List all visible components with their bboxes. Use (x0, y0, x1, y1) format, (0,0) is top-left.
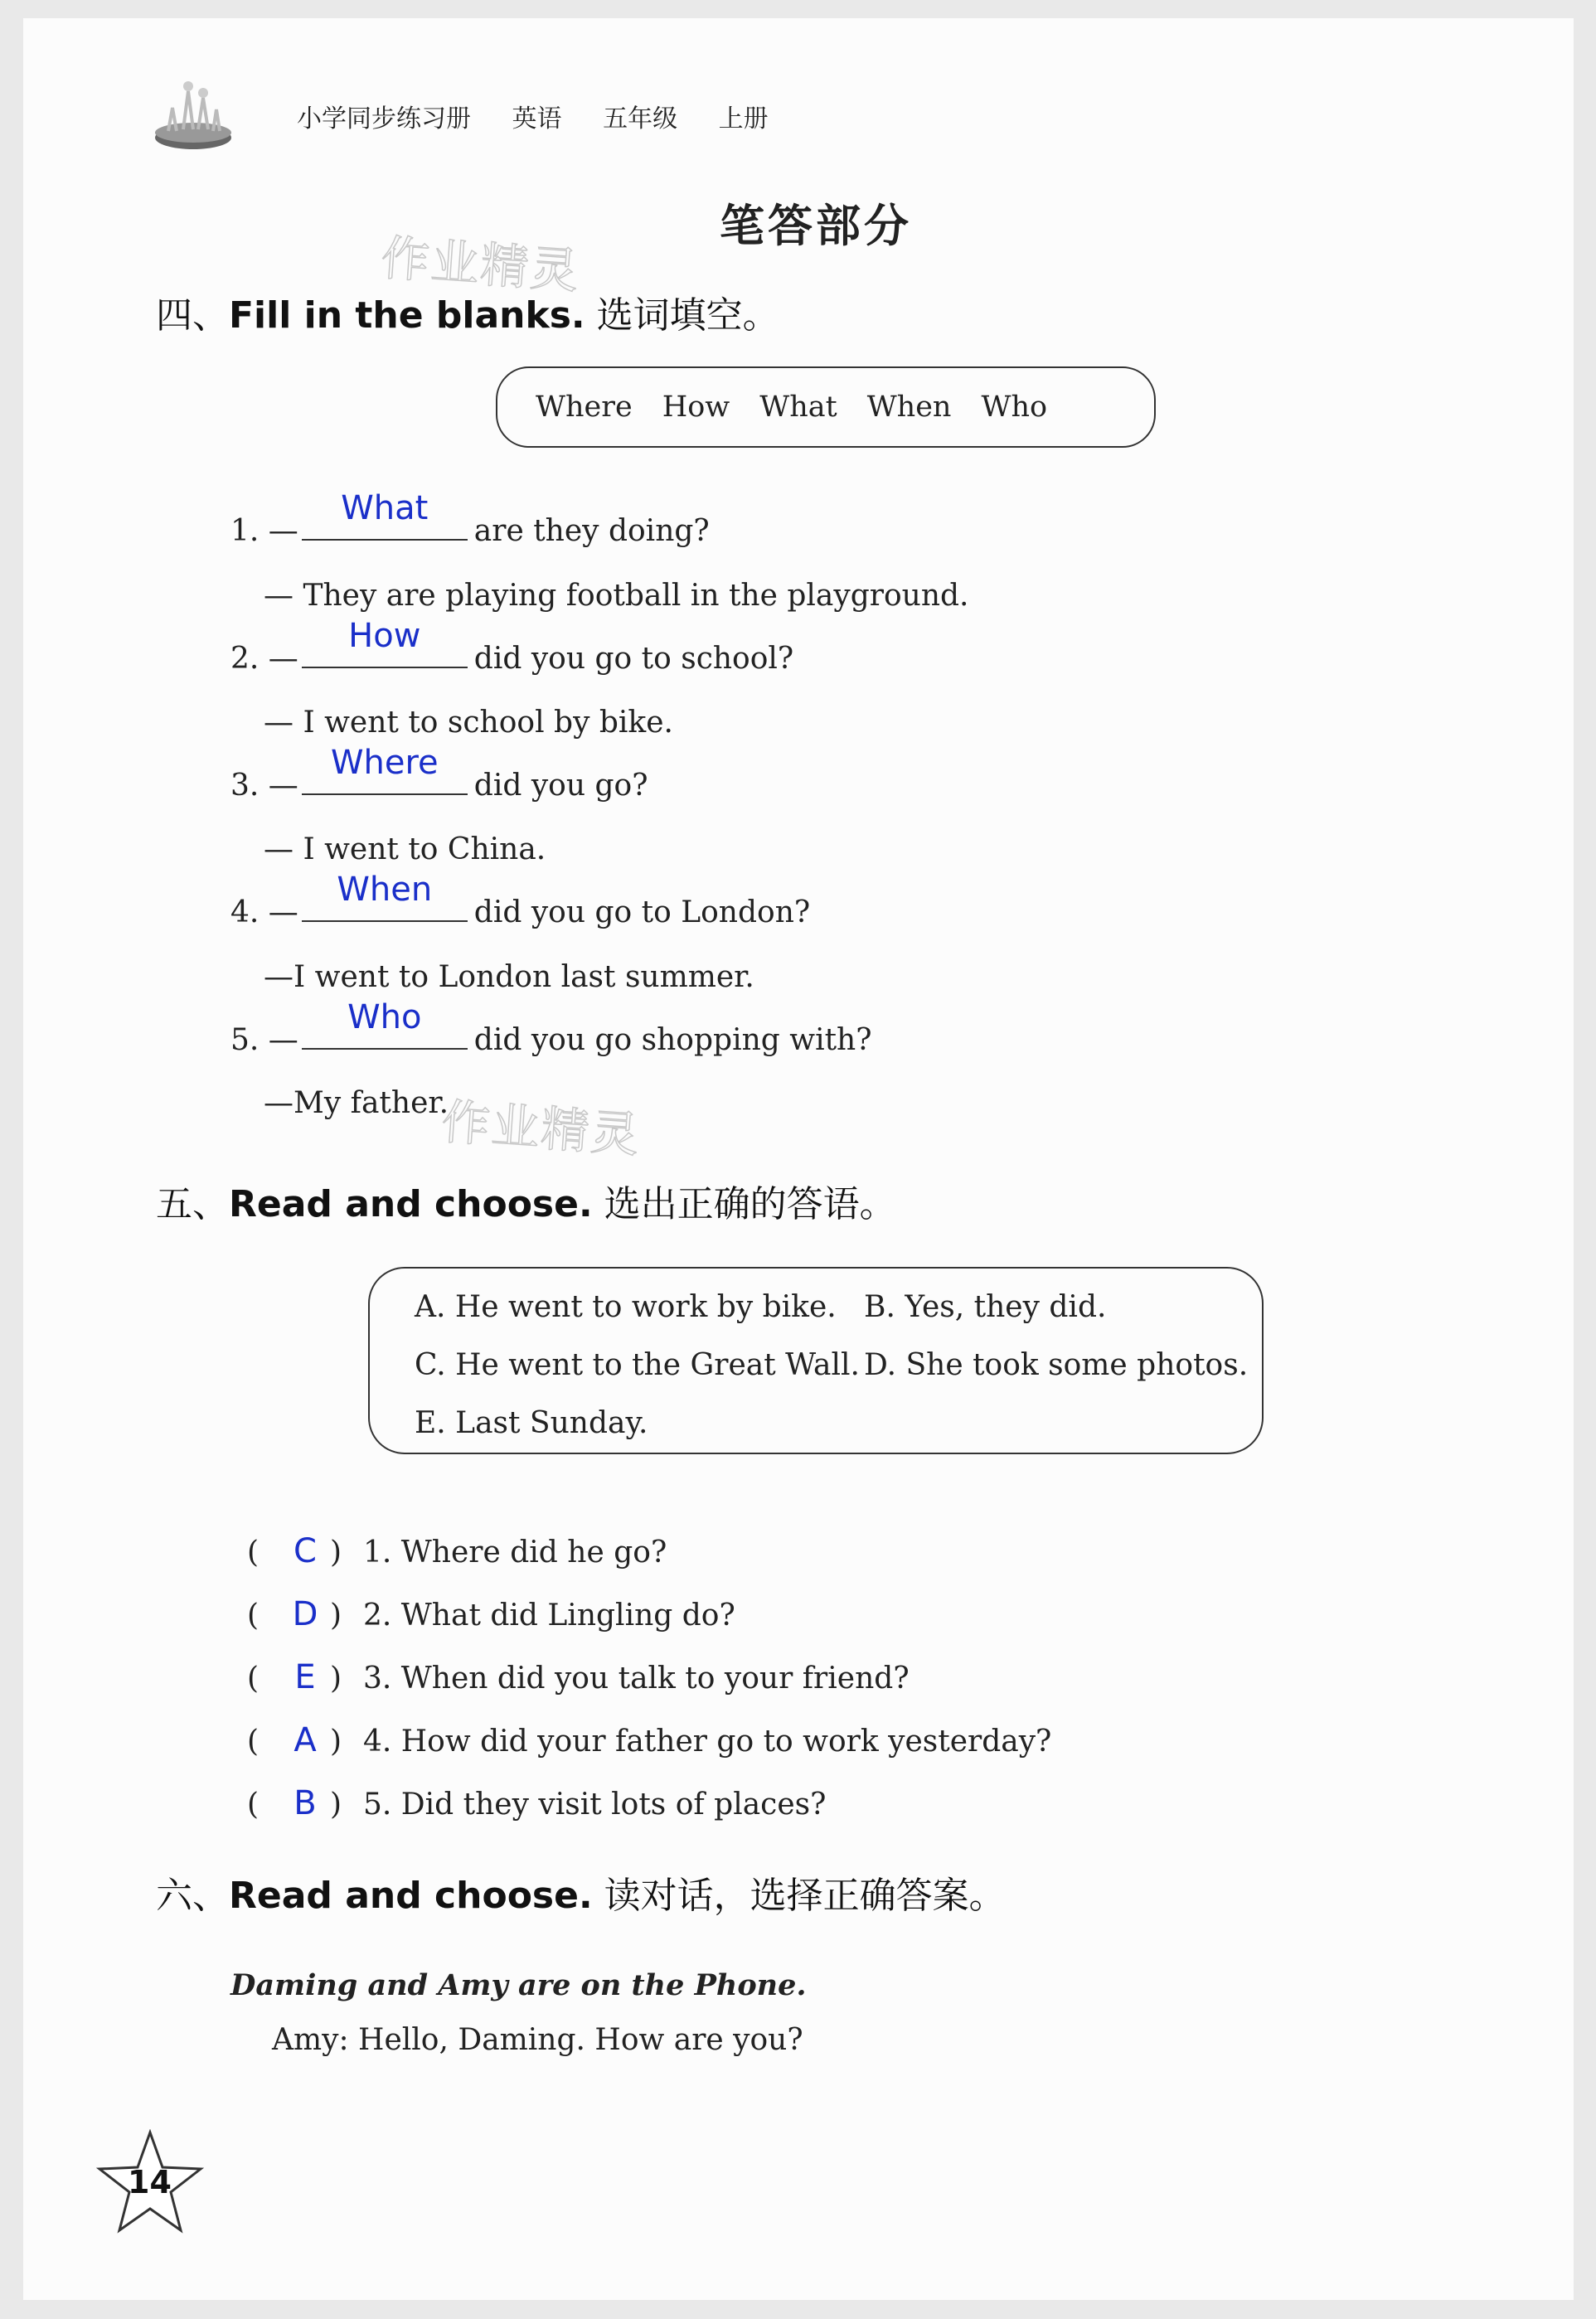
word-bank (496, 366, 1156, 448)
section-6-heading (156, 1865, 1006, 1919)
choice-question-4: ( A ) 4. How did your father go to work yesterday? (247, 1721, 1052, 1759)
handwritten-answer[interactable]: E (294, 1658, 316, 1696)
section-4-number: 四、 (156, 294, 229, 337)
handwritten-answer: Who (347, 998, 422, 1036)
header-volume: 上册 (718, 104, 769, 133)
handwritten-answer[interactable]: A (293, 1721, 317, 1759)
fill-question-4 (230, 871, 811, 929)
question-text: are they doing? (473, 514, 710, 548)
page-title: 笔答部分 (720, 200, 912, 252)
question-text: 1. Where did he go? (363, 1535, 667, 1569)
workbook-page (23, 18, 1574, 2300)
question-text: did you go shopping with? (473, 1023, 872, 1057)
fill-reply-1: — They are playing football in the playground. (264, 579, 969, 613)
question-text: did you go to London? (473, 895, 811, 929)
watermark: 作业精灵 (439, 1093, 643, 1164)
answer-blank[interactable] (302, 998, 468, 1050)
answer-blank[interactable] (302, 617, 468, 668)
question-number: 4. — (230, 895, 298, 929)
section-4-title-zh: 选词填空。 (596, 294, 779, 337)
word-bank-item: Where (536, 391, 633, 424)
fill-question-3 (230, 744, 648, 803)
header-text (297, 98, 788, 134)
section-5-heading (156, 1174, 896, 1227)
word-bank-item: When (866, 391, 952, 424)
question-number: 2. — (230, 642, 298, 676)
section-6-title-zh: 读对话，选择正确答案。 (604, 1875, 1006, 1917)
section-6-number: 六、 (156, 1875, 229, 1917)
fill-reply-5: —My father. (264, 1086, 449, 1120)
fill-question-2 (230, 617, 794, 676)
question-text: did you go? (473, 769, 648, 803)
header-grade: 五年级 (603, 104, 678, 133)
fill-question-5 (230, 998, 872, 1057)
question-text: 2. What did Lingling do? (363, 1599, 735, 1633)
answer-blank[interactable] (302, 871, 468, 922)
choice-question-3: ( E ) 3. When did you talk to your friend? (247, 1658, 910, 1696)
handwritten-answer[interactable]: B (293, 1784, 317, 1822)
word-bank-item: What (759, 391, 837, 424)
choice-question-1: ( C ) 1. Where did he go? (247, 1532, 667, 1570)
watermark: 作业精灵 (379, 229, 582, 300)
question-number: 3. — (230, 769, 298, 803)
dialog-intro: Daming and Amy are on the Phone. (230, 1968, 807, 2002)
option-d: D. She took some photos. (864, 1348, 1249, 1382)
dialog-line: Amy: Hello, Daming. How are you? (272, 2023, 803, 2057)
choice-question-5: ( B ) 5. Did they visit lots of places? (247, 1784, 827, 1822)
question-number: 1. — (230, 514, 298, 548)
question-text: did you go to school? (473, 642, 794, 676)
option-b: B. Yes, they did. (864, 1290, 1107, 1324)
section-4-heading (156, 285, 779, 338)
section-5-title-en: Read and choose. (229, 1183, 593, 1225)
section-6-title-en: Read and choose. (229, 1875, 593, 1917)
fill-reply-3: — I went to China. (264, 832, 546, 866)
handwritten-answer[interactable]: D (292, 1595, 318, 1633)
choice-question-2: ( D ) 2. What did Lingling do? (247, 1595, 735, 1633)
header-book-title: 小学同步练习册 (297, 104, 471, 133)
question-text: 4. How did your father go to work yesterday? (363, 1725, 1052, 1759)
page-number: 14 (128, 2164, 172, 2200)
fill-reply-2: — I went to school by bike. (264, 706, 673, 740)
question-number: 5. — (230, 1023, 298, 1057)
header-subject: 英语 (512, 104, 562, 133)
section-5-number: 五、 (156, 1183, 229, 1225)
question-text: 3. When did you talk to your friend? (363, 1662, 910, 1696)
option-e: E. Last Sunday. (415, 1406, 648, 1440)
book-logo-icon (152, 58, 235, 158)
options-box (368, 1267, 1264, 1454)
section-5-title-zh: 选出正确的答语。 (604, 1183, 896, 1225)
option-c: C. He went to the Great Wall. (415, 1348, 860, 1382)
option-a: A. He went to work by bike. (415, 1290, 837, 1324)
section-4-title-en: Fill in the blanks. (229, 294, 585, 337)
word-bank-item: Who (981, 391, 1048, 424)
fill-reply-4: —I went to London last summer. (264, 960, 754, 994)
question-text: 5. Did they visit lots of places? (363, 1788, 827, 1822)
handwritten-answer: When (337, 871, 433, 909)
handwritten-answer: What (341, 489, 429, 527)
fill-question-1 (230, 489, 710, 548)
answer-blank[interactable] (302, 489, 468, 541)
answer-blank[interactable] (302, 744, 468, 795)
handwritten-answer[interactable]: C (293, 1532, 317, 1570)
handwritten-answer: Where (330, 744, 439, 782)
handwritten-answer: How (348, 617, 421, 655)
word-bank-item: How (662, 391, 730, 424)
